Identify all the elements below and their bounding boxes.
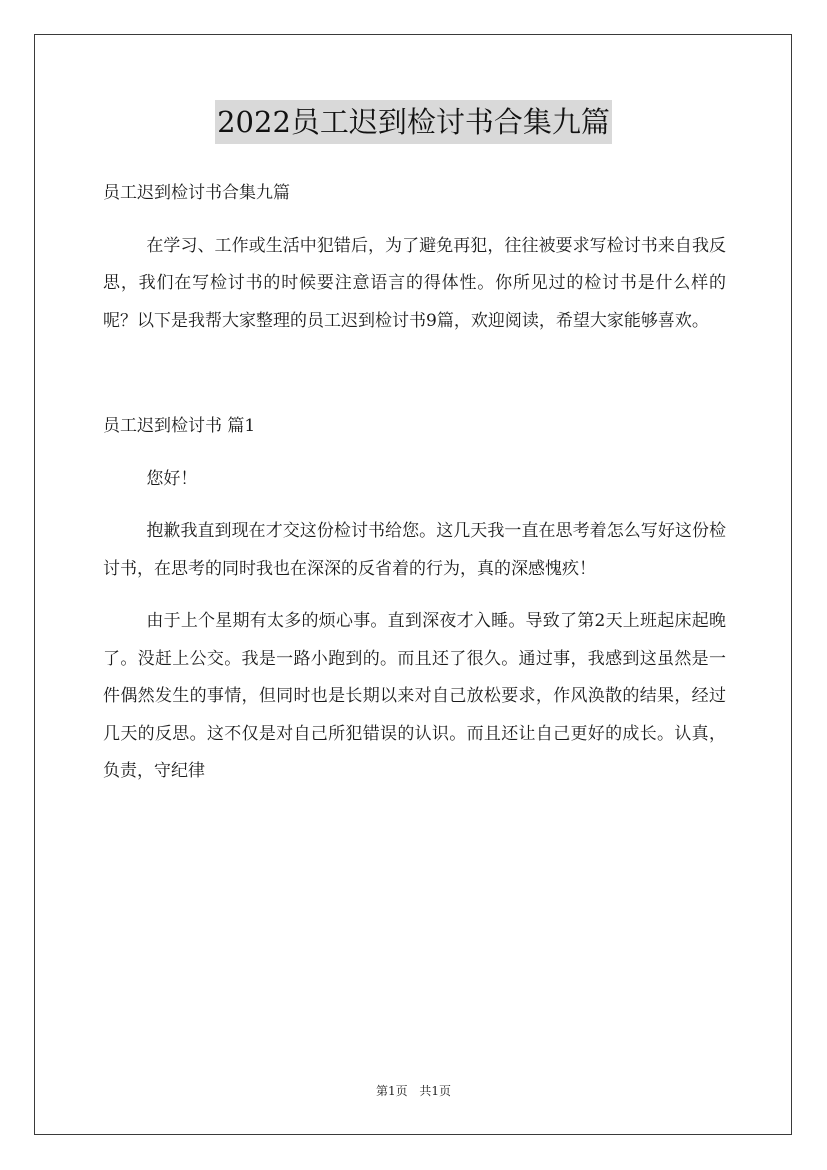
title-container bbox=[0, 100, 827, 144]
greeting-paragraph: 您好！ bbox=[146, 468, 198, 489]
section-spacer bbox=[103, 340, 726, 408]
document-body bbox=[103, 175, 726, 791]
page-number-total: 共1页 bbox=[419, 1084, 452, 1098]
body-paragraph-1: 抱歉我直到现在才交这份检讨书给您。这几天我一直在思考着怎么写好这份检讨书，在思考的同时我也在深深的反省着的行为，真的深感愧疚！ bbox=[103, 521, 726, 579]
document-subtitle: 员工迟到检讨书合集九篇 bbox=[103, 183, 290, 203]
intro-paragraph: 在学习、工作或生活中犯错后，为了避免再犯，往往被要求写检讨书来自我反思，我们在写检讨书的时候要注意语言的得体性。你所见过的检讨书是什么样的呢？以下是我帮大家整理的员工迟到检讨书9篇，欢迎阅读，希望大家能够喜欢。 bbox=[103, 235, 726, 331]
page-footer bbox=[0, 1082, 827, 1099]
body-paragraph-2: 由于上个星期有太多的烦心事。直到深夜才入睡。导致了第2天上班起床起晚了。没赶上公交。我是一路小跑到的。而且还了很久。通过事，我感到这虽然是一件偶然发生的事情，但同时也是长期以来对自己放松要求，作风涣散的结果，经过几天的反思。这不仅是对自己所犯错误的认识。而且还让自己更好的成长。认真，负责，守纪律 bbox=[103, 611, 726, 781]
section-heading: 员工迟到检讨书 篇1 bbox=[103, 416, 256, 436]
page-number-current: 第1页 bbox=[375, 1084, 408, 1098]
document-title: 2022员工迟到检讨书合集九篇 bbox=[215, 100, 612, 144]
